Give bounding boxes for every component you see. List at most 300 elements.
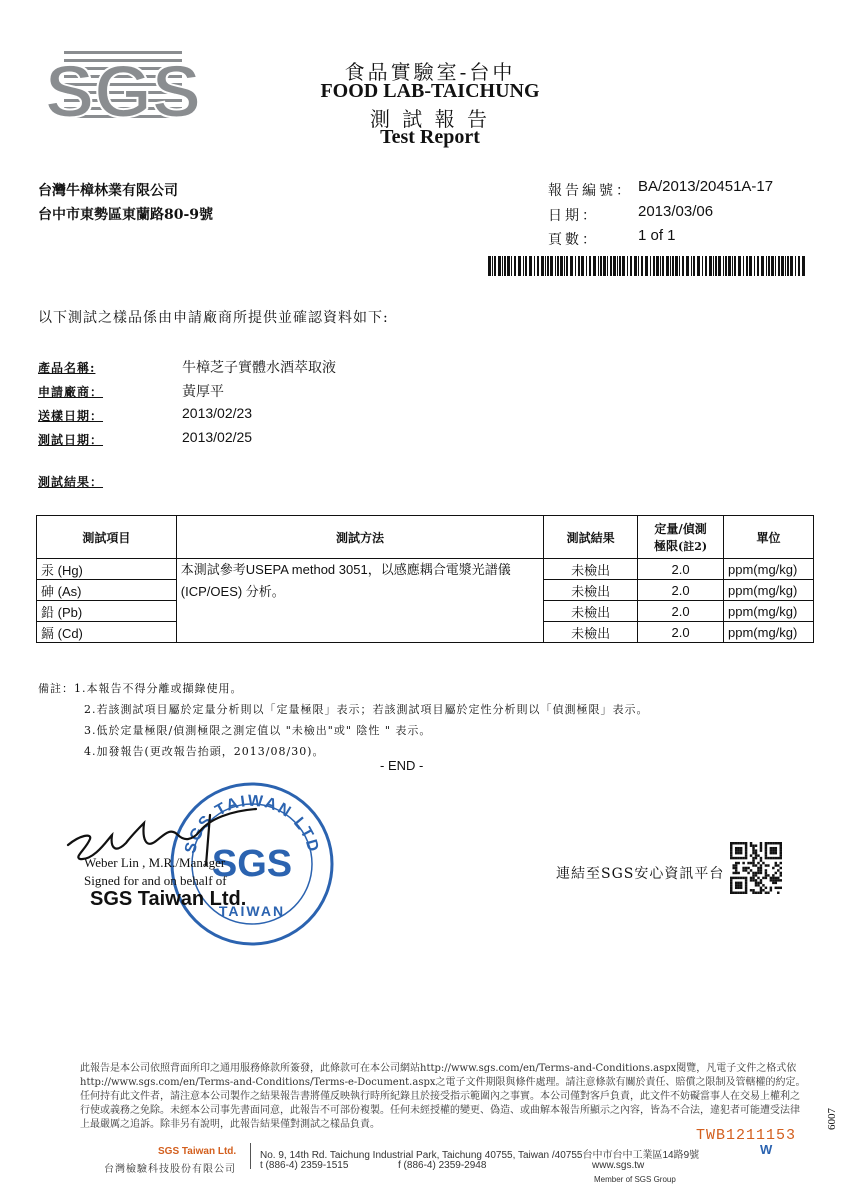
qr-cell <box>765 892 767 894</box>
qr-cell <box>745 882 747 884</box>
page-count: 1 of 1 <box>638 227 676 244</box>
qr-cell <box>745 854 747 856</box>
client-address: 台中市東勢區東蘭路80-9號 <box>38 207 214 223</box>
qr-cell <box>777 887 779 889</box>
qr-cell <box>765 854 767 856</box>
qr-cell <box>745 857 747 859</box>
footer-company-cn: 台灣檢驗科技股份有限公司 <box>104 1164 236 1175</box>
notes-label: 備註： <box>38 682 74 695</box>
qr-cell <box>755 872 757 874</box>
qr-cell <box>780 847 782 849</box>
row-result: 未檢出 <box>544 559 638 580</box>
applicant-name: 黃厚平 <box>182 383 224 399</box>
qr-cell <box>762 884 764 886</box>
qr-cell <box>780 842 782 844</box>
barcode-bar <box>560 256 563 276</box>
barcode-bar <box>798 256 800 276</box>
qr-cell <box>752 889 754 891</box>
qr-cell <box>757 892 759 894</box>
qr-cell <box>742 857 744 859</box>
qr-cell <box>730 889 732 891</box>
barcode-bar <box>617 256 618 276</box>
col-test-item: 測試項目 <box>37 516 177 559</box>
qr-cell <box>775 872 777 874</box>
row-item: 鉛 (Pb) <box>37 601 177 622</box>
qr-cell <box>780 844 782 846</box>
barcode-bar <box>766 256 767 276</box>
qr-cell <box>755 852 757 854</box>
qr-cell <box>732 864 734 866</box>
barcode-bar <box>715 256 717 276</box>
barcode-bar <box>545 256 546 276</box>
qr-cell <box>770 877 772 879</box>
footer-website[interactable]: www.sgs.tw <box>592 1160 645 1171</box>
qr-cell <box>765 844 767 846</box>
serial-number: TWB1211153 <box>696 1127 797 1144</box>
barcode-bar <box>494 256 496 276</box>
qr-cell <box>745 849 747 851</box>
qr-cell <box>757 867 759 869</box>
barcode-bar <box>581 256 584 276</box>
qr-cell <box>772 849 774 851</box>
qr-cell <box>770 887 772 889</box>
qr-cell <box>737 872 739 874</box>
qr-cell <box>737 852 739 854</box>
qr-cell <box>775 887 777 889</box>
qr-cell <box>737 877 739 879</box>
qr-cell <box>740 847 742 849</box>
qr-cell <box>740 877 742 879</box>
qr-cell <box>735 882 737 884</box>
qr-cell <box>772 874 774 876</box>
sgs-logo-text: SGS <box>44 50 202 133</box>
row-limit: 2.0 <box>638 601 724 622</box>
qr-cell <box>737 882 739 884</box>
row-unit: ppm(mg/kg) <box>724 622 814 643</box>
barcode-bar <box>749 256 752 276</box>
barcode-bar <box>787 256 789 276</box>
qr-cell <box>752 847 754 849</box>
signer-name: Weber Lin , M.R./Manager <box>84 855 226 870</box>
footer-phone: t (886-4) 2359-1515 <box>260 1160 349 1171</box>
qr-cell <box>755 879 757 881</box>
qr-cell <box>745 852 747 854</box>
barcode-bar <box>511 256 512 276</box>
barcode-bar <box>686 256 689 276</box>
qr-cell <box>745 892 747 894</box>
qr-cell <box>765 874 767 876</box>
qr-cell <box>760 887 762 889</box>
qr-cell <box>760 857 762 859</box>
row-limit: 2.0 <box>638 559 724 580</box>
footer-fax: f (886-4) 2359-2948 <box>398 1160 487 1171</box>
qr-cell <box>745 844 747 846</box>
barcode-bar <box>575 256 576 276</box>
qr-cell <box>760 872 762 874</box>
stamp-top-text: SGS TAIWAN LTD <box>181 792 323 856</box>
report-title-en: Test Report <box>380 126 480 148</box>
qr-cell <box>752 844 754 846</box>
product-name: 牛樟芝子實體水酒萃取液 <box>182 359 336 375</box>
row-unit: ppm(mg/kg) <box>724 601 814 622</box>
barcode-bar <box>507 256 510 276</box>
qr-cell <box>777 877 779 879</box>
qr-cell <box>755 874 757 876</box>
barcode-bar <box>718 256 721 276</box>
barcode-bar <box>555 256 556 276</box>
qr-cell <box>755 844 757 846</box>
barcode-bar <box>705 256 707 276</box>
qr-cell <box>737 849 739 851</box>
qr-cell <box>777 892 779 894</box>
qr-cell <box>732 877 734 879</box>
qr-cell <box>772 857 774 859</box>
barcode-bar <box>566 256 568 276</box>
barcode-bar <box>613 256 616 276</box>
qr-cell <box>730 852 732 854</box>
barcode-bar <box>675 256 678 276</box>
notes <box>38 678 649 762</box>
qr-cell <box>742 862 744 864</box>
barcode-bar <box>662 256 664 276</box>
footer-company-en: SGS Taiwan Ltd. <box>158 1146 237 1157</box>
qr-cell <box>730 847 732 849</box>
table-header-row <box>37 516 814 559</box>
row-result: 未檢出 <box>544 622 638 643</box>
qr-cell <box>755 864 757 866</box>
qr-cell <box>750 842 752 844</box>
barcode-bar <box>697 256 700 276</box>
qr-cell <box>750 854 752 856</box>
barcode-bar <box>627 256 628 276</box>
qr-cell <box>730 842 732 844</box>
qr-cell <box>732 872 734 874</box>
qr-cell <box>767 842 769 844</box>
legal-disclaimer: 此報告是本公司依照背面所印之通用服務條款所簽發，此條款可在本公司網站http://www.sgs.com/en/Terms-and-Conditions.aspx閱覽，凡電子文件之格式依http://www.sgs.com/en/Terms-and-Conditions/Terms-e-Document.aspx之電子文件期限與條件處理。請注意條款有關於責任、賠償之限制及管轄權的約定。任何持有此文件者，請注意本公司製作之結果報告書將僅反映執行時所紀錄且於接受指示範圍內之事實。本公司僅對客戶負責，此文件不妨礙當事人在交易上權利之行使或義務之免除。未經本公司事先書面同意，此報告不可部份複製。任何未經授權的變更、偽造、或曲解本報告所顯示之內容，皆為不合法，違犯者可能遭受法律上最嚴厲之追訴。除非另有說明，此報告結果僅對測試之樣品負責。 <box>80 1063 806 1130</box>
side-code: 6007 <box>826 1108 838 1130</box>
qr-cell <box>730 879 732 881</box>
qr-cell <box>735 862 737 864</box>
qr-cell <box>780 867 782 869</box>
barcode-bar <box>650 256 651 276</box>
qr-cell <box>730 887 732 889</box>
barcode-bar <box>732 256 733 276</box>
barcode-bar <box>600 256 602 276</box>
barcode-bar <box>761 256 764 276</box>
table-row <box>37 559 814 580</box>
qr-cell <box>755 884 757 886</box>
qr-cell <box>752 864 754 866</box>
qr-cell <box>745 889 747 891</box>
qr-cell <box>765 869 767 871</box>
barcode-bar <box>725 256 727 276</box>
qr-cell <box>757 869 759 871</box>
barcode-bar <box>518 256 521 276</box>
row-unit: ppm(mg/kg) <box>724 580 814 601</box>
barcode-bar <box>645 256 648 276</box>
lab-name-en: FOOD LAB-TAICHUNG <box>320 80 540 102</box>
qr-cell <box>752 852 754 854</box>
qr-cell <box>760 849 762 851</box>
qr-cell <box>752 849 754 851</box>
qr-cell <box>735 872 737 874</box>
qr-cell <box>735 884 737 886</box>
qr-cell <box>770 857 772 859</box>
qr-cell <box>745 847 747 849</box>
barcode-bar <box>734 256 736 276</box>
qr-cell <box>750 844 752 846</box>
qr-cell <box>737 884 739 886</box>
qr-cell <box>750 869 752 871</box>
received-date: 2013/02/23 <box>182 405 253 421</box>
barcode-bar <box>682 256 684 276</box>
barcode-bar <box>781 256 784 276</box>
qr-cell <box>757 872 759 874</box>
qr-cell <box>760 859 762 861</box>
qr-cell <box>780 874 782 876</box>
qr-cell <box>767 874 769 876</box>
qr-cell <box>772 879 774 881</box>
sgs-logo <box>44 45 202 133</box>
test-date-label: 測試日期： <box>38 433 104 447</box>
col-unit: 單位 <box>724 516 814 559</box>
product-label: 產品名稱: <box>38 361 96 375</box>
qr-cell <box>732 892 734 894</box>
footer-address: No. 9, 14th Rd. Taichung Industrial Park, Taichung 40755, Taiwan /40755台中市台中工業區14路9號 <box>260 1150 700 1161</box>
qr-cell <box>765 847 767 849</box>
qr-link-label: 連結至SGS安心資訊平台 <box>556 866 725 882</box>
qr-cell <box>732 867 734 869</box>
qr-cell <box>735 842 737 844</box>
qr-cell <box>765 864 767 866</box>
qr-cell <box>767 864 769 866</box>
barcode-bar <box>743 256 744 276</box>
barcode-bar <box>534 256 535 276</box>
qr-cell <box>767 857 769 859</box>
barcode-bar <box>713 256 714 276</box>
qr-cell <box>772 842 774 844</box>
col-limit-line1: 定量/偵測 <box>654 522 707 536</box>
qr-cell <box>740 882 742 884</box>
barcode-bar <box>691 256 692 276</box>
serial-mark: W <box>760 1142 773 1157</box>
qr-cell <box>770 879 772 881</box>
test-date: 2013/02/25 <box>182 429 253 445</box>
qr-cell <box>765 857 767 859</box>
barcode-bar <box>795 256 796 276</box>
qr-code-icon[interactable] <box>730 842 782 894</box>
barcode-bar <box>504 256 506 276</box>
barcode-bar <box>523 256 524 276</box>
qr-cell <box>732 857 734 859</box>
barcode-bar <box>537 256 539 276</box>
qr-cell <box>730 844 732 846</box>
barcode-bar <box>771 256 774 276</box>
qr-cell <box>752 872 754 874</box>
qr-cell <box>737 847 739 849</box>
stamp-center-text: SGS <box>211 843 293 885</box>
qr-cell <box>775 877 777 879</box>
qr-cell <box>775 842 777 844</box>
barcode-bar <box>578 256 580 276</box>
qr-cell <box>740 857 742 859</box>
qr-cell <box>777 864 779 866</box>
qr-cell <box>762 889 764 891</box>
qr-cell <box>747 862 749 864</box>
qr-cell <box>752 877 754 879</box>
barcode-bar <box>709 256 712 276</box>
qr-cell <box>730 857 732 859</box>
barcode-bar <box>768 256 770 276</box>
qr-cell <box>777 857 779 859</box>
barcode <box>488 256 806 276</box>
qr-cell <box>780 872 782 874</box>
qr-cell <box>775 847 777 849</box>
qr-cell <box>737 857 739 859</box>
barcode-bar <box>656 256 659 276</box>
row-item: 汞 (Hg) <box>37 559 177 580</box>
report-date: 2013/03/06 <box>638 203 714 220</box>
qr-cell <box>735 852 737 854</box>
col-test-result: 測試結果 <box>544 516 638 559</box>
qr-cell <box>735 864 737 866</box>
qr-cell <box>757 877 759 879</box>
barcode-bar <box>488 256 491 276</box>
barcode-bar <box>728 256 731 276</box>
barcode-bar <box>598 256 599 276</box>
qr-cell <box>752 859 754 861</box>
col-limit-line2: 極限 <box>654 539 679 553</box>
qr-cell <box>777 879 779 881</box>
qr-cell <box>755 849 757 851</box>
qr-cell <box>765 852 767 854</box>
results-label: 測試結果： <box>38 475 104 489</box>
qr-cell <box>757 882 759 884</box>
report-date-label: 日期： <box>548 208 599 224</box>
footer-divider <box>250 1143 251 1169</box>
qr-cell <box>775 864 777 866</box>
qr-cell <box>755 857 757 859</box>
qr-cell <box>770 889 772 891</box>
qr-cell <box>765 849 767 851</box>
qr-cell <box>730 884 732 886</box>
barcode-bar <box>589 256 591 276</box>
barcode-bar <box>670 256 671 276</box>
barcode-bar <box>570 256 573 276</box>
qr-cell <box>752 874 754 876</box>
qr-cell <box>765 872 767 874</box>
qr-cell <box>740 852 742 854</box>
note-item: 2.若該測試項目屬於定量分析則以「定量極限」表示；若該測試項目屬於定性分析則以「偵測極限」表示。 <box>84 703 649 716</box>
signer-company: SGS Taiwan Ltd. <box>90 888 247 910</box>
intro-text: 以下測試之樣品係由申請廠商所提供並確認資料如下: <box>38 310 389 326</box>
qr-cell <box>735 849 737 851</box>
row-item: 砷 (As) <box>37 580 177 601</box>
barcode-bar <box>634 256 637 276</box>
qr-cell <box>740 887 742 889</box>
col-limit <box>638 516 724 559</box>
qr-cell <box>750 889 752 891</box>
qr-cell <box>752 862 754 864</box>
qr-cell <box>780 849 782 851</box>
barcode-bar <box>672 256 674 276</box>
note-item: 4.加發報告(更改報告抬頭，2013/08/30)。 <box>84 745 325 758</box>
barcode-bar <box>790 256 793 276</box>
row-unit: ppm(mg/kg) <box>724 559 814 580</box>
qr-cell <box>780 857 782 859</box>
barcode-bar <box>723 256 724 276</box>
qr-cell <box>747 872 749 874</box>
barcode-bar <box>498 256 501 276</box>
qr-cell <box>772 867 774 869</box>
qr-cell <box>737 842 739 844</box>
report-number: BA/2013/20451A-17 <box>638 178 774 195</box>
qr-cell <box>780 852 782 854</box>
barcode-bar <box>610 256 612 276</box>
client-name: 台灣牛樟林業有限公司 <box>38 183 178 199</box>
barcode-bar <box>514 256 516 276</box>
qr-cell <box>750 877 752 879</box>
barcode-bar <box>622 256 625 276</box>
note-item: 3.低於定量極限/偵測極限之測定值以 "未檢出"或" 陰性 " 表示。 <box>84 724 432 737</box>
barcode-bar <box>557 256 559 276</box>
qr-cell <box>740 842 742 844</box>
qr-cell <box>780 879 782 881</box>
qr-cell <box>772 847 774 849</box>
qr-cell <box>742 867 744 869</box>
results-table <box>36 515 814 643</box>
qr-cell <box>742 842 744 844</box>
qr-cell <box>760 867 762 869</box>
qr-cell <box>752 857 754 859</box>
barcode-bar <box>502 256 503 276</box>
row-limit: 2.0 <box>638 580 724 601</box>
qr-cell <box>760 882 762 884</box>
qr-cell <box>760 847 762 849</box>
qr-cell <box>780 854 782 856</box>
report-number-label: 報告編號： <box>548 183 633 199</box>
qr-cell <box>775 857 777 859</box>
qr-cell <box>752 879 754 881</box>
qr-cell <box>755 854 757 856</box>
qr-cell <box>740 892 742 894</box>
qr-cell <box>732 842 734 844</box>
qr-cell <box>742 892 744 894</box>
barcode-bar <box>746 256 748 276</box>
qr-cell <box>775 852 777 854</box>
col-test-method: 測試方法 <box>176 516 543 559</box>
qr-cell <box>730 849 732 851</box>
barcode-bar <box>586 256 587 276</box>
barcode-bar <box>619 256 621 276</box>
qr-cell <box>735 867 737 869</box>
qr-cell <box>735 892 737 894</box>
qr-cell <box>737 892 739 894</box>
qr-cell <box>740 884 742 886</box>
qr-cell <box>770 849 772 851</box>
qr-cell <box>760 864 762 866</box>
qr-cell <box>737 887 739 889</box>
barcode-bar <box>666 256 669 276</box>
barcode-bar <box>641 256 643 276</box>
qr-cell <box>755 892 757 894</box>
row-item: 鎘 (Cd) <box>37 622 177 643</box>
barcode-bar <box>638 256 639 276</box>
qr-cell <box>770 847 772 849</box>
applicant-label: 申請廠商： <box>38 385 104 399</box>
qr-cell <box>780 887 782 889</box>
barcode-bar <box>653 256 655 276</box>
